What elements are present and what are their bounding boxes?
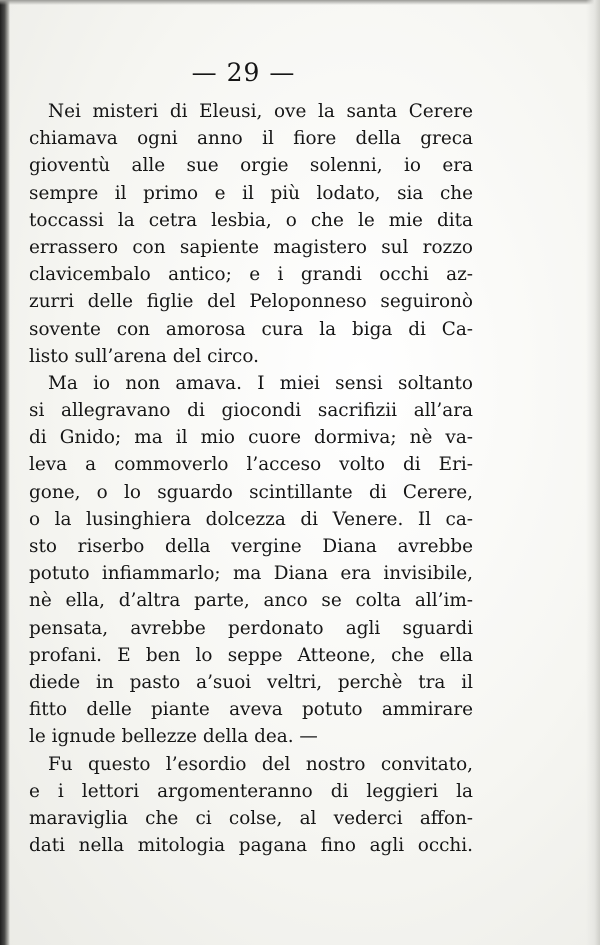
text-line: nè ella, d’altra parte, anco se colta all’im- [29, 590, 473, 612]
text-line: sovente con amorosa cura la biga di Ca- [29, 318, 473, 340]
text-line: fitto delle piante aveva potuto ammirare [29, 699, 473, 721]
text-line: leva a commoverlo l’acceso volto di Eri- [29, 454, 473, 476]
text-line: dati nella mitologia pagana fino agli occhi. [29, 835, 473, 857]
text-line: gone, o lo sguardo scintillante di Cerere, [29, 481, 473, 503]
right-page-edge [586, 0, 600, 945]
text-line: e i lettori argomenteranno di leggieri la [29, 780, 473, 802]
text-line: Fu questo l’esordio del nostro convitato, [48, 753, 473, 775]
text-line: zurri delle figlie del Peloponneso seguironò [29, 291, 473, 313]
text-line: pensata, avrebbe perdonato agli sguardi [29, 617, 473, 639]
text-line: si allegravano di giocondi sacrifizii all’ara [29, 400, 473, 422]
top-page-edge [0, 0, 600, 5]
body-text [29, 98, 473, 859]
text-line: Nei misteri di Eleusi, ove la santa Cerere [48, 101, 473, 122]
text-line: sempre il primo e il più lodato, sia che [29, 182, 473, 204]
text-line: sto riserbo della vergine Diana avrebbe [29, 536, 473, 557]
text-line: o la lusinghiera dolcezza di Venere. Il ca- [29, 508, 473, 530]
text-line: le ignude bellezze della dea. — [29, 726, 318, 748]
text-line: gioventù alle sue orgie solenni, io era [29, 155, 473, 177]
text-line: profani. E ben lo seppe Atteone, che ella [29, 644, 473, 666]
text-line: Ma io non amava. I miei sensi soltanto [48, 372, 473, 394]
binding-shadow [0, 0, 10, 945]
text-line: errassero con sapiente magistero sul rozzo [29, 236, 473, 258]
page-number: — 29 — [191, 58, 296, 87]
text-line: maraviglia che ci colse, al vederci affon- [29, 807, 473, 829]
text-line: diede in pasto a’suoi veltri, perchè tra il [29, 671, 473, 693]
text-line: di Gnido; ma il mio cuore dormiva; nè va- [29, 427, 473, 449]
text-line: potuto infiammarlo; ma Diana era invisibile, [29, 563, 473, 585]
text-line: listo sull’arena del circo. [29, 345, 259, 367]
text-line: chiamava ogni anno il fiore della greca [29, 128, 473, 150]
text-line: toccassi la cetra lesbia, o che le mie dita [29, 209, 473, 231]
text-line: clavicembalo antico; e i grandi occhi az- [29, 264, 473, 286]
